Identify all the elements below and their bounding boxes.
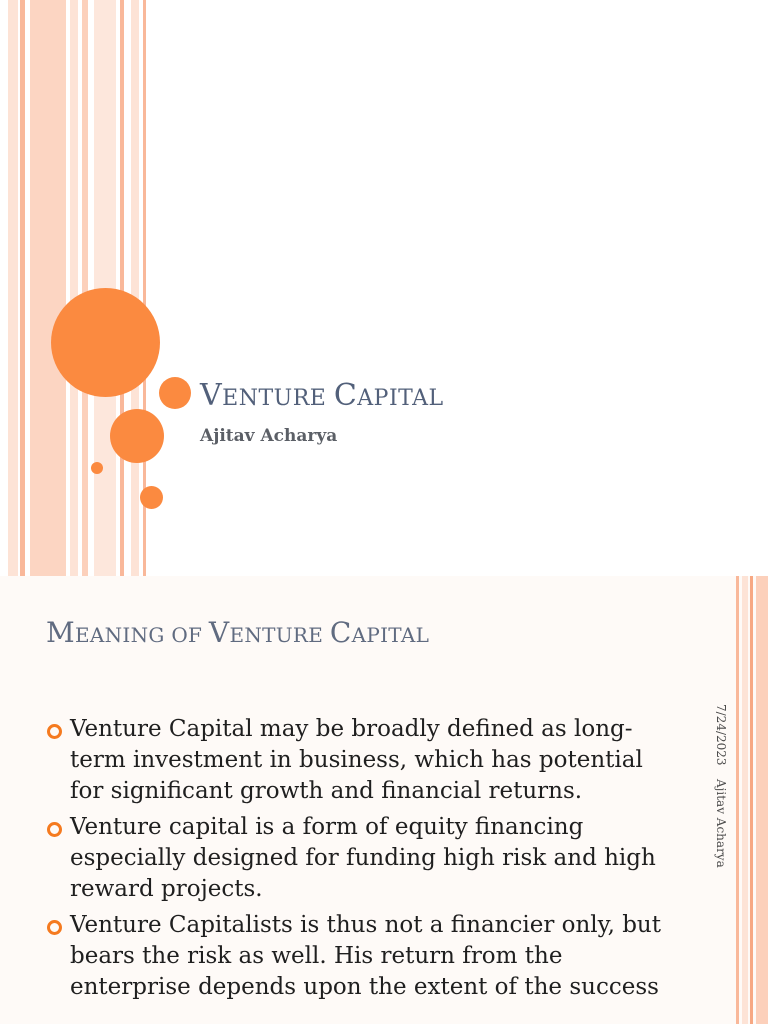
slide-subtitle: Ajitav Acharya: [200, 426, 338, 446]
title-initial-2: C: [333, 378, 358, 413]
title2-initial-1: M: [46, 616, 75, 649]
content-title: [46, 616, 429, 649]
slide-title: [200, 378, 444, 413]
stripe-4: [70, 0, 78, 576]
circle-tiny: [91, 462, 103, 474]
stripe-2: [20, 0, 25, 576]
right-stripe-1: [736, 576, 739, 1024]
bullet-text: Venture Capital may be broadly defined as long-term investment in business, which has potential for significant growth and financial returns.: [70, 716, 643, 804]
title2-rest-3: APITAL: [351, 623, 430, 647]
bullet-text: Venture Capitalists is thus not a financier only, but bears the risk as well. His return from the enterprise depends upon the extent of the success: [70, 912, 661, 1000]
stripe-5: [82, 0, 88, 576]
right-stripe-2: [742, 576, 748, 1024]
stripe-8: [131, 0, 139, 576]
bullet-ring-icon: [47, 920, 62, 935]
bullet-text: Venture capital is a form of equity financing especially designed for funding high risk and high reward projects.: [70, 814, 656, 902]
title2-initial-2: V: [208, 616, 230, 649]
circle-small-1: [159, 377, 191, 409]
bullet-ring-icon: [47, 822, 62, 837]
right-stripe-4: [756, 576, 768, 1024]
title2-rest-1: EANING OF: [74, 623, 209, 647]
bullet-item: [46, 910, 666, 1003]
content-slide: [0, 576, 768, 1024]
stripe-3: [30, 0, 66, 576]
bullet-ring-icon: [47, 724, 62, 739]
title2-rest-2: ENTURE: [229, 623, 330, 647]
title-initial-1: V: [200, 378, 223, 413]
title-rest-1: ENTURE: [222, 386, 334, 411]
stripe-1: [8, 0, 18, 576]
bullet-item: [46, 714, 666, 807]
circle-medium: [110, 409, 164, 463]
right-stripe-3: [750, 576, 753, 1024]
circle-small-2: [140, 486, 163, 509]
circle-large: [51, 288, 160, 397]
title2-initial-3: C: [329, 616, 352, 649]
bullet-item: [46, 812, 666, 905]
stripe-7: [120, 0, 124, 576]
slide-footer-author: Ajitav Acharya: [714, 779, 728, 868]
bullet-list: [46, 714, 666, 1008]
title-rest-2: APITAL: [357, 386, 444, 411]
slide-date: 7/24/2023: [714, 704, 728, 766]
